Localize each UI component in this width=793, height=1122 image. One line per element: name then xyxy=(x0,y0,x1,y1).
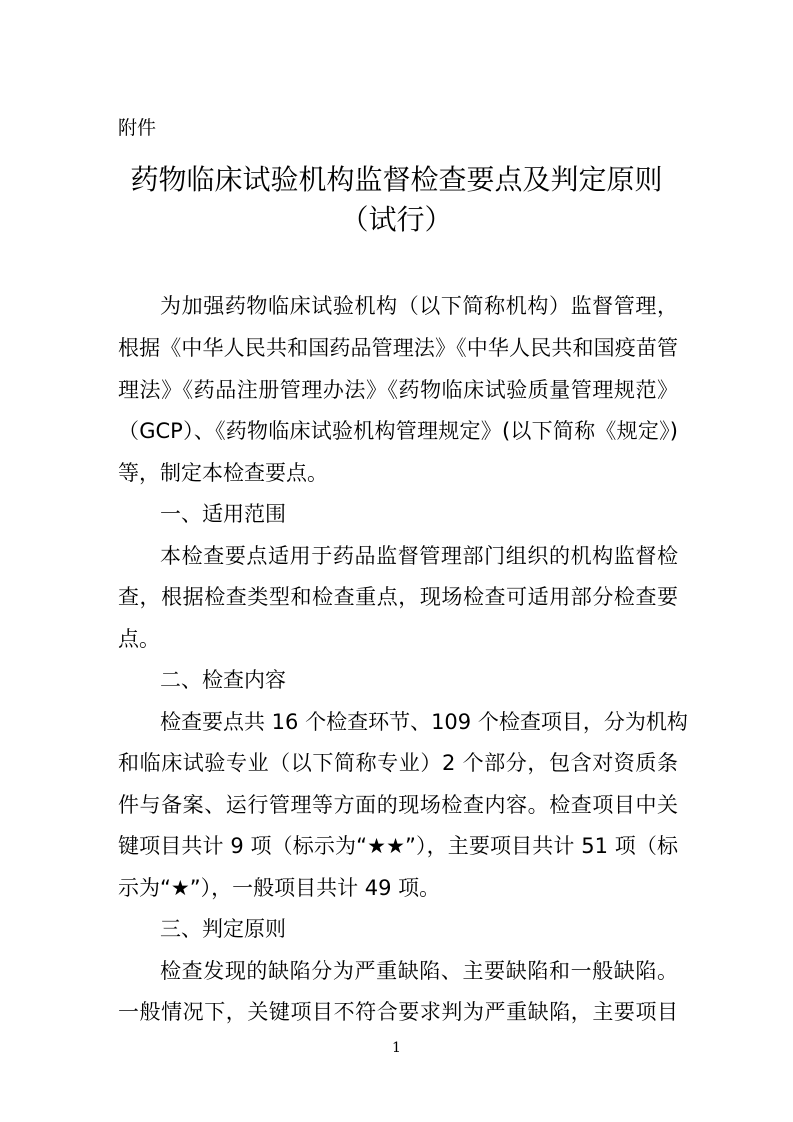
intro-line: 根据《中华人民共和国药品管理法》《中华人民共和国疫苗管 xyxy=(118,336,678,360)
section3-line: 一般情况下，关键项目不符合要求判为严重缺陷，主要项目 xyxy=(118,1000,678,1024)
section2-line: 键项目共计 9 项（标示为“★★”），主要项目共计 51 项（标 xyxy=(118,834,678,858)
intro-line: （GCP）、《药物临床试验机构管理规定》(以下简称《规定》) xyxy=(118,419,678,443)
intro-line: 为加强药物临床试验机构（以下简称机构）监督管理， xyxy=(160,294,678,318)
section3-line: 检查发现的缺陷分为严重缺陷、主要缺陷和一般缺陷。 xyxy=(160,959,678,983)
section-heading: 一、适用范围 xyxy=(160,502,286,526)
intro-line: 理法》《药品注册管理办法》《药物临床试验质量管理规范》 xyxy=(118,378,678,402)
section1-line: 点。 xyxy=(118,627,160,651)
section2-line: 件与备案、运行管理等方面的现场检查内容。检查项目中关 xyxy=(118,793,678,817)
section1-line: 查，根据检查类型和检查重点，现场检查可适用部分检查要 xyxy=(118,585,678,609)
attachment-label: 附件 xyxy=(118,117,157,139)
section2-line: 和临床试验专业（以下简称专业）2 个部分，包含对资质条 xyxy=(118,751,678,775)
section-heading: 二、检查内容 xyxy=(160,668,286,692)
intro-line: 等，制定本检查要点。 xyxy=(118,461,328,485)
document-title xyxy=(100,160,693,240)
section2-line: 检查要点共 16 个检查环节、109 个检查项目，分为机构 xyxy=(160,710,688,734)
section-heading: 三、判定原则 xyxy=(160,917,286,941)
title-line-1: 药物临床试验机构监督检查要点及判定原则 xyxy=(130,163,663,196)
section2-line: 示为“★”），一般项目共计 49 项。 xyxy=(118,876,441,900)
section1-line: 本检查要点适用于药品监督管理部门组织的机构监督检 xyxy=(160,544,678,568)
title-line-2: （试行） xyxy=(340,203,453,236)
page-number: 1 xyxy=(392,1040,401,1056)
